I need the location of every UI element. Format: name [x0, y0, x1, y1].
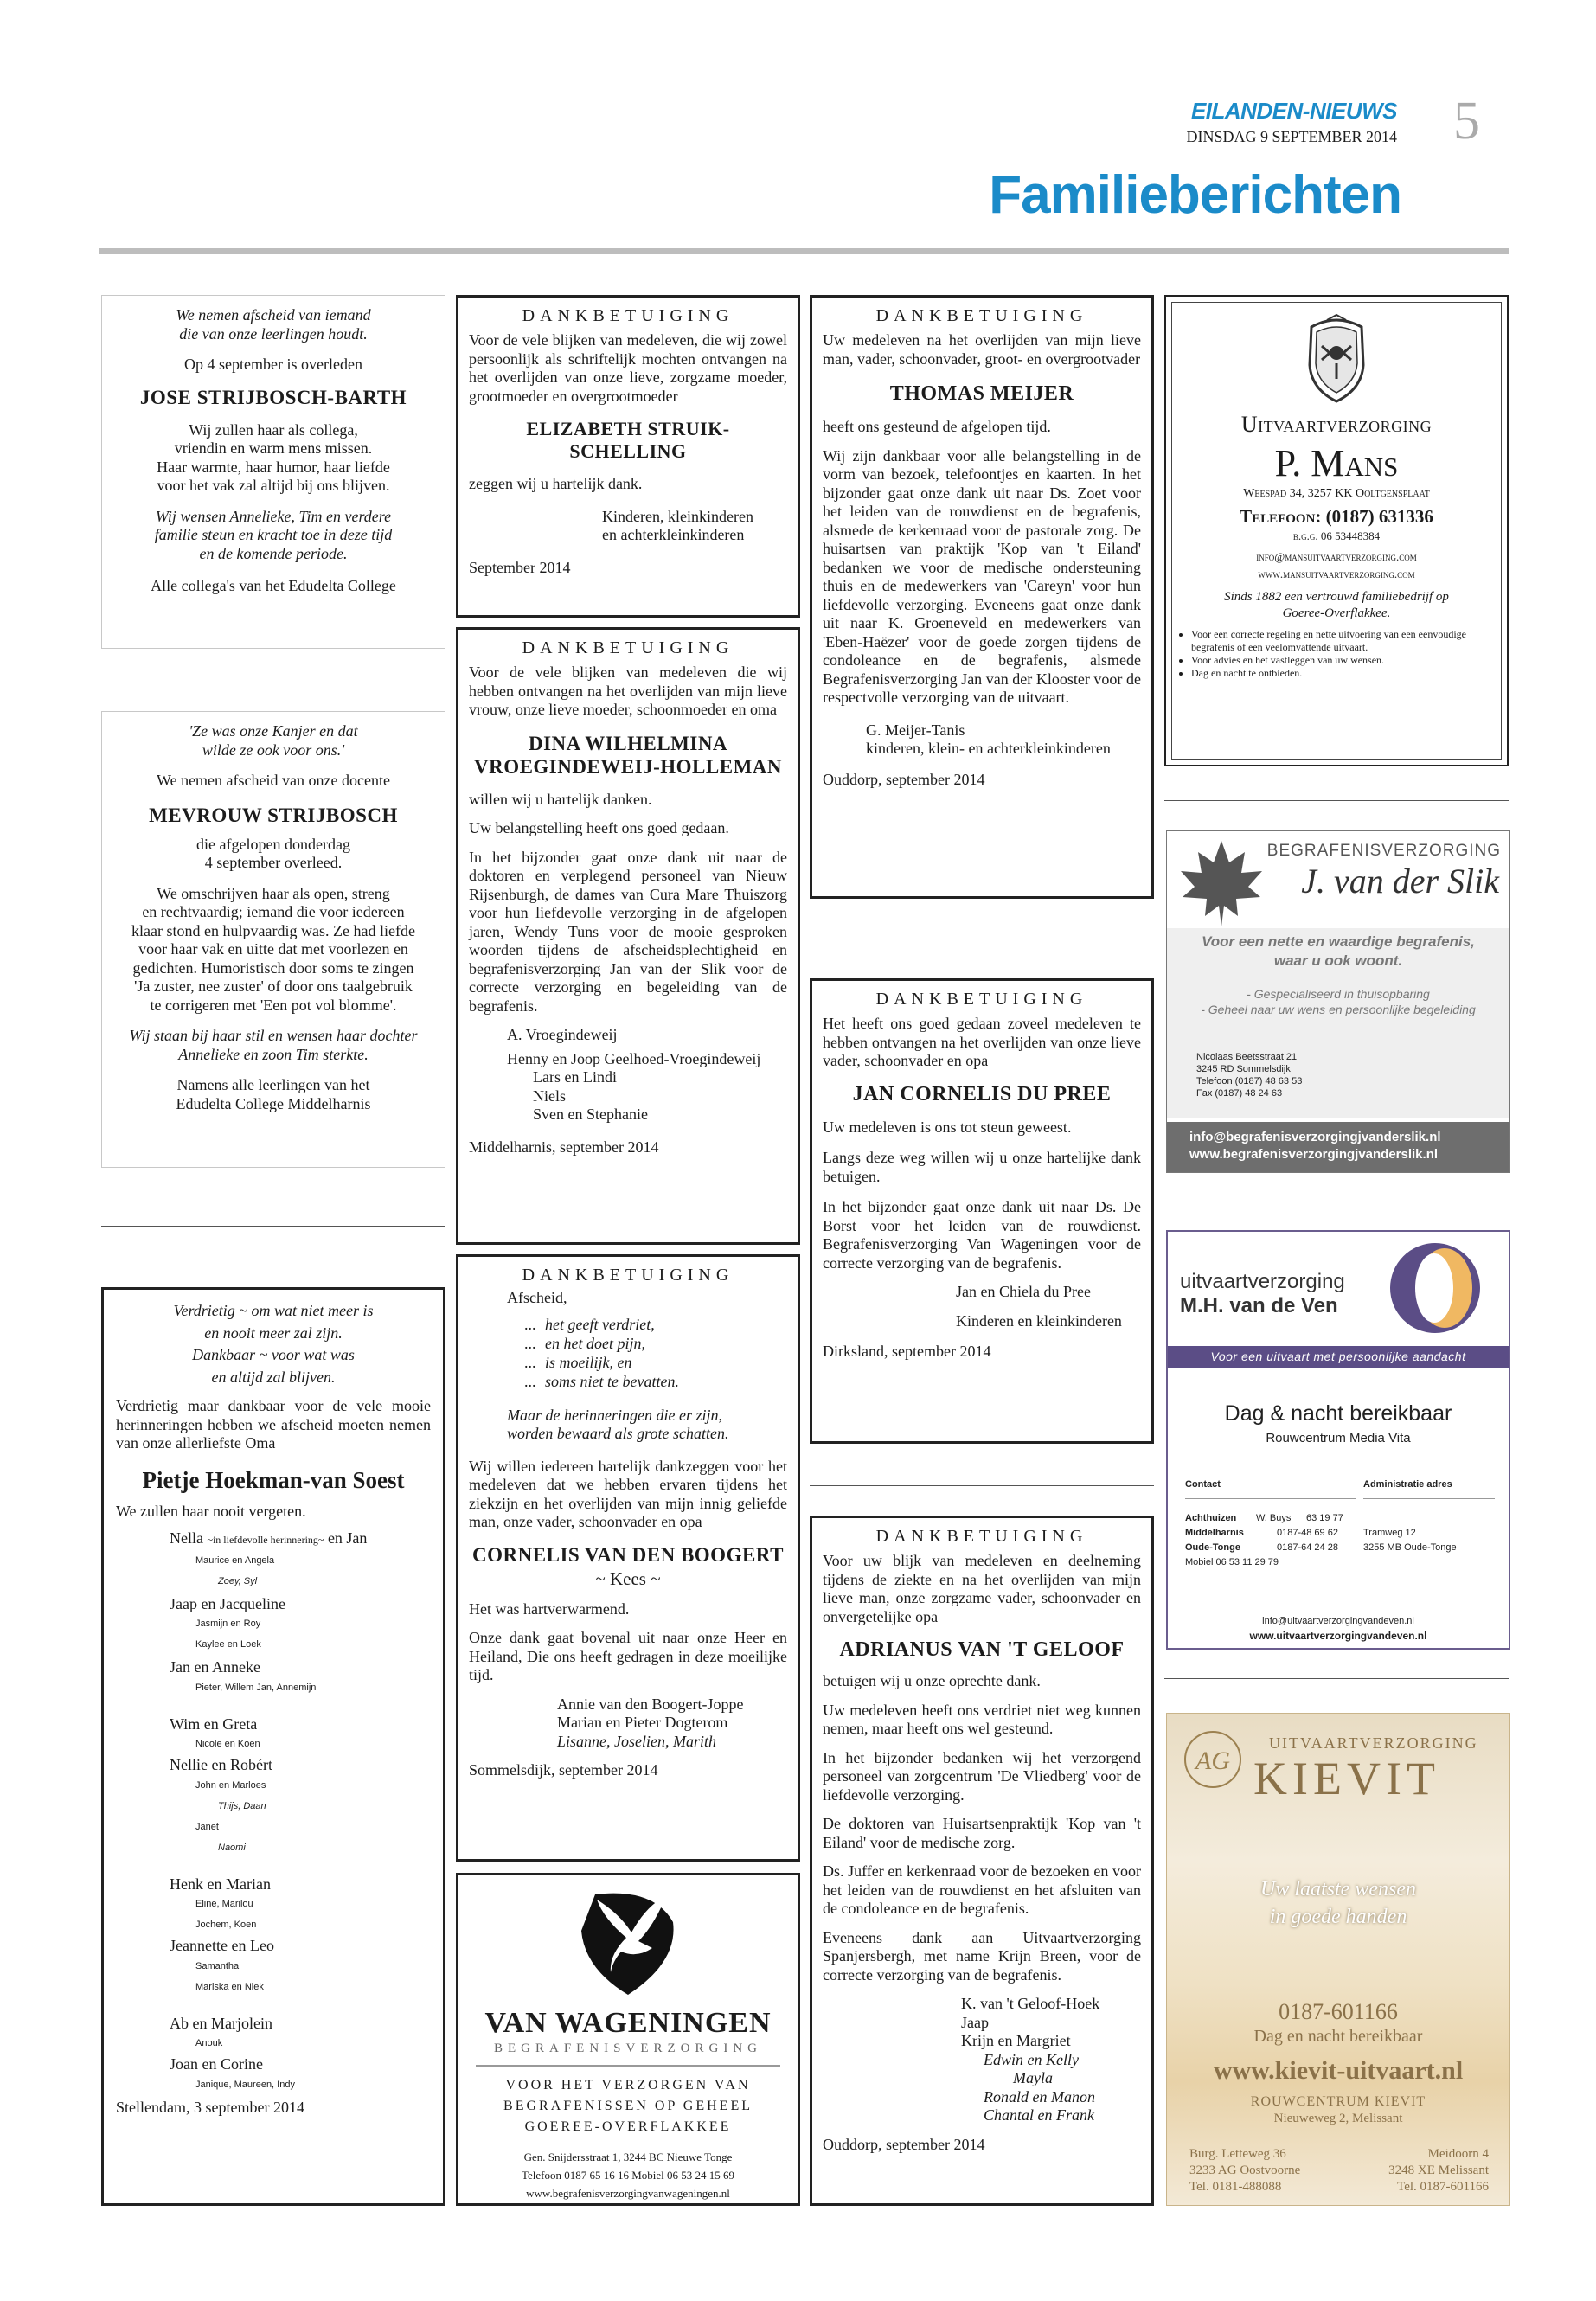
notice-text: Afscheid, [507, 1289, 567, 1306]
notice-text: willen wij u hartelijk danken. [469, 790, 652, 808]
notice-text: voor het vak zal altijd bij ons blijven. [157, 477, 390, 494]
ag-monogram-icon [1183, 1729, 1243, 1790]
page-title: Familieberichten [989, 165, 1401, 225]
signature: kinderen, klein- en achterkleinkinderen [866, 740, 1111, 757]
office-address: 3233 AG Oostvoorne [1189, 2163, 1301, 2177]
poem-line: en altijd zal blijven. [211, 1368, 336, 1386]
office-address: 3248 XE Melissant [1388, 2163, 1489, 2177]
notice-cornelis-van-den-boogert [456, 1254, 800, 1862]
place-date: Sommelsdijk, september 2014 [469, 1761, 658, 1779]
family-member: Jasmijn en Roy [195, 1618, 261, 1629]
place-date: Ouddorp, september 2014 [823, 770, 985, 788]
signature: en achterkleinkinderen [602, 526, 745, 543]
place-date: Stellendam, 3 september 2014 [116, 2098, 304, 2116]
family-member: Joan en Corine [170, 2055, 263, 2073]
notice-text: In het bijzonder gaat onze dank uit naar de doktoren en verplegend personeel van Nieuw Rijsenburgh, de dames van Cura Mare Thuiszorg voor hun liefdevolle verzorging in de afgelopen jaren, Wendy Tuns voor de mooie gesproken woorden tijdens de afscheidsplechtigheid en begrafenisverzorging Jan van der Slik voor de correcte verzorging en begeleiding van de begrafenis. [469, 848, 787, 1015]
notice-text: heeft ons gesteund de afgelopen tijd. [823, 418, 1051, 435]
ad-text: BEGRAFENISSEN OP GEHEEL [503, 2099, 753, 2113]
family-member: Jaap en Jacqueline [170, 1594, 285, 1612]
notice-text: We nemen afscheid van onze docente [157, 772, 390, 789]
family-member: Thijs, Daan [218, 1800, 266, 1811]
deceased-name: JAN CORNELIS DU PREE [852, 1082, 1112, 1106]
notice-text: voor haar vak en uitte dat met voorlezen en [138, 940, 408, 958]
ad-m-h-van-de-ven [1166, 1230, 1510, 1650]
contact-phone: 0187-64 24 28 [1277, 1542, 1338, 1553]
notice-text: Annelieke en zoon Tim sterkte. [178, 1045, 369, 1063]
deceased-name: Pietje Hoekman-van Soest [142, 1466, 405, 1493]
notice-adrianus-van-t-geloof [810, 1516, 1154, 2206]
notice-text: Langs deze weg willen wij u onze hartelijke dank betuigen. [823, 1149, 1141, 1185]
contact-row [1185, 1526, 1356, 1541]
poem-line: Dankbaar ~ voor wat was [192, 1346, 355, 1363]
contact-phone: 63 19 77 [1306, 1513, 1343, 1523]
notice-text: Voor de vele blijken van medeleven die wij hebben ontvangen na het overlijden van mijn lieve vrouw, onze lieve moeder, schoonmoeder en oma [469, 663, 787, 718]
address: Weespad 34, 3257 KK Ooltgensplaat [1243, 487, 1430, 500]
office-address: Meidoorn 4 [1427, 2147, 1489, 2161]
notice-text: Wij wensen Annelieke, Tim en verdere [155, 507, 392, 525]
intro-line: die van onze leerlingen houdt. [179, 324, 368, 343]
notice-text: De doktoren van Huisartsenpraktijk 'Kop van 't Eiland' voor de medische zorg. [823, 1815, 1141, 1851]
phone-alt: b.g.g. 06 53448384 [1292, 529, 1381, 542]
notice-text: en de komende periode. [199, 544, 348, 562]
notice-text: 'Ja zuster, nee zuster' of door ons taalgebruik [134, 977, 413, 995]
notice-text: Uw medeleven is ons tot steun geweest. [823, 1118, 1072, 1136]
ven-logo-icon [1388, 1240, 1483, 1336]
notice-text: zeggen wij u hartelijk dank. [469, 475, 643, 492]
poem-line: worden bewaard als grote schatten. [507, 1425, 729, 1442]
notice-pietje-hoekman [101, 1287, 445, 2206]
company-subtitle: BEGRAFENISVERZORGING [493, 2041, 762, 2055]
family-member: Nella [170, 1529, 203, 1547]
deceased-name: CORNELIS VAN DEN BOOGERT [472, 1543, 784, 1566]
company-title: BEGRAFENISVERZORGING [1266, 842, 1501, 860]
family-member: Anouk [195, 2038, 223, 2048]
column-divider [1164, 1678, 1509, 1679]
signature: Kinderen, kleinkinderen [602, 507, 753, 525]
notice-text: Het heeft ons goed gedaan zoveel medeleven te hebben ontvangen na het overlijden van onze lieve vader, schoonvader en opa [823, 1015, 1141, 1069]
family-member: Nicole en Koen [195, 1739, 260, 1749]
family-member: Kaylee en Loek [195, 1639, 261, 1650]
notice-text: Voor uw blijk van medeleven en deelneming tijdens de ziekte en na het overlijden van mijn lieve man, onze zorgzame vader, schoonvader en onvergetelijke opa [823, 1552, 1141, 1625]
deceased-name: THOMAS MEIJER [889, 382, 1074, 405]
notice-header: DANKBETUIGING [522, 306, 734, 325]
deceased-name: ELIZABETH STRUIK-SCHELLING [526, 418, 730, 462]
ad-van-wageningen [456, 1873, 800, 2206]
place-date: Dirksland, september 2014 [823, 1343, 991, 1360]
company-name: VAN WAGENINGEN [484, 2007, 772, 2039]
notice-text: Op 4 september is overleden [184, 356, 362, 373]
family-member: John en Marloes [195, 1779, 266, 1791]
contact-person: W. Buys [1256, 1513, 1292, 1523]
ellipsis: ... [524, 1353, 536, 1371]
poem-line: Verdrietig ~ om wat niet meer is [173, 1302, 374, 1319]
maple-leaf-icon [1174, 836, 1269, 932]
notice-text: vriendin en warm mens missen. [174, 439, 373, 457]
family-line [170, 1529, 431, 1550]
ellipsis: ... [524, 1334, 536, 1352]
notice-header: DANKBETUIGING [875, 306, 1088, 325]
company-title: Uitvaartverzorging [1240, 412, 1433, 437]
contact-place: Oude-Tonge [1185, 1542, 1240, 1553]
office-phone: Tel. 0187-601166 [1397, 2180, 1489, 2194]
family-member: Maurice en Angela [195, 1554, 275, 1566]
notice-text: gedichten. Humoristisch door soms te zingen [132, 958, 414, 977]
signature: Namens alle leerlingen van het [176, 1076, 370, 1093]
family-member: Mariska en Niek [195, 1981, 264, 1992]
notice-header: DANKBETUIGING [522, 638, 734, 657]
family-member: Janet [195, 1821, 219, 1832]
coat-of-arms-icon [1303, 313, 1370, 403]
notice-text: 4 september overleed. [204, 854, 343, 871]
deceased-name: VROEGINDEWEIJ-HOLLEMAN [473, 755, 783, 778]
ad-p-mans [1164, 295, 1509, 766]
notice-text: In het bijzonder bedanken wij het verzorgend personeel van zorgcentrum 'De Vliedberg' voor de liefdevolle verzorging. [823, 1748, 1141, 1804]
website-link[interactable]: www.begrafenisverzorgingvanwageningen.nl [526, 2187, 730, 2200]
family-member: Henk en Marian [170, 1875, 271, 1893]
slogan: Sinds 1882 een vertrouwd familiebedrijf op [1224, 590, 1449, 604]
ad-j-van-der-slik [1166, 830, 1510, 1173]
slogan: Goeree-Overflakkee. [1282, 606, 1391, 620]
office-phone: Tel. 0181-488088 [1189, 2180, 1282, 2194]
deceased-name: DINA WILHELMINA [528, 732, 728, 754]
notice-text: en rechtvaardig; iemand die voor iedereen [142, 903, 405, 920]
office-address: Burg. Letteweg 36 [1189, 2147, 1286, 2161]
slogan: Voor een uitvaart met persoonlijke aandacht [1210, 1349, 1466, 1363]
email-link[interactable]: info@mansuitvaartverzorging.com [1256, 550, 1417, 563]
notice-thomas-meijer [810, 295, 1154, 899]
admin-address: 3255 MB Oude-Tonge [1363, 1542, 1457, 1553]
signature: Mayla [1013, 2069, 1053, 2086]
availability: Dag en nacht bereikbaar [1253, 2027, 1423, 2046]
column-divider [1164, 800, 1509, 801]
place-date: September 2014 [469, 558, 571, 576]
poem-line [524, 1353, 787, 1372]
signature: Krijn en Margriet [961, 2032, 1071, 2049]
divider [476, 2065, 780, 2067]
notice-text: familie steun en kracht toe in deze tijd [154, 526, 393, 543]
availability: Dag & nacht bereikbaar [1224, 1401, 1452, 1426]
phone: Telefoon 0187 65 16 16 Mobiel 06 53 24 15 69 [521, 2169, 735, 2182]
contact-mobile: Mobiel 06 53 11 29 79 [1185, 1557, 1279, 1567]
notice-text: We zullen haar nooit vergeten. [116, 1502, 306, 1520]
family-member: Samantha [195, 1960, 240, 1971]
family-member: Janique, Maureen, Indy [195, 2079, 295, 2090]
masthead-logo: EILANDEN-NIEUWS [1190, 98, 1397, 124]
address: Gen. Snijdersstraat 1, 3244 BC Nieuwe Tonge [523, 2150, 733, 2163]
email-link[interactable]: info@uitvaartverzorgingvandeven.nl [1262, 1616, 1414, 1626]
notice-text: We omschrijven haar als open, streng [157, 884, 390, 902]
notice-elizabeth-struik [456, 295, 800, 618]
phone: 0187-601166 [1279, 1999, 1398, 2024]
notice-text: Uw medeleven na het overlijden van mijn lieve man, vader, schoonvader, groot- en overgrootvader [823, 331, 1141, 368]
website-link[interactable]: www.kievit-uitvaart.nl [1213, 2056, 1464, 2085]
fax: Fax (0187) 48 24 63 [1196, 1088, 1283, 1099]
poem-line [524, 1372, 787, 1391]
poem-text: is moeilijk, en [545, 1353, 632, 1371]
website-link[interactable]: www.begrafenisverzorgingjvanderslik.nl [1189, 1147, 1439, 1162]
contact-row [1185, 1511, 1356, 1526]
contact-phone: 0187-48 69 62 [1277, 1528, 1338, 1538]
slogan: waar u ook woont. [1273, 952, 1403, 969]
company-name: P. Mans [1274, 442, 1399, 484]
deceased-name: JOSE STRIJBOSCH-BARTH [139, 386, 407, 408]
quote: wilde ze ook voor ons.' [202, 740, 345, 759]
family-member: Nellie en Robért [170, 1756, 272, 1773]
family-member: Jeannette en Leo [170, 1937, 274, 1954]
notice-text: In het bijzonder gaat onze dank uit naar Ds. De Borst voor het leiden van de rouwdienst. Begrafenisverzorging Van Wageningen voor de correcte verzorging van de begrafenis. [823, 1198, 1141, 1272]
poem-line: en nooit meer zal zijn. [204, 1324, 343, 1342]
family-member: Jan en Anneke [170, 1658, 260, 1676]
signature: Jaap [961, 2013, 989, 2031]
notice-text: Haar warmte, haar humor, haar liefde [157, 458, 390, 476]
signature: Chantal en Frank [984, 2106, 1094, 2124]
signature: G. Meijer-Tanis [866, 721, 965, 739]
mortuary-address: Nieuweweg 2, Melissant [1273, 2112, 1403, 2125]
notice-text: die afgelopen donderdag [196, 835, 350, 853]
signature: Annie van den Boogert-Joppe [557, 1695, 744, 1713]
contact-bar [1167, 1122, 1509, 1173]
family-member: Pieter, Willem Jan, Annemijn [195, 1682, 317, 1693]
poem-text: en het doet pijn, [545, 1334, 645, 1352]
poem-line [524, 1334, 787, 1353]
signature: A. Vroegindeweij [507, 1026, 618, 1043]
signature: Marian en Pieter Dogterom [557, 1714, 728, 1731]
signature: Ronald en Manon [984, 2087, 1095, 2106]
phone: Telefoon (0187) 48 63 53 [1196, 1076, 1303, 1086]
place-date: Middelharnis, september 2014 [469, 1138, 659, 1156]
family-member: Ab en Marjolein [170, 2014, 272, 2032]
notice-text: Verdrietig maar dankbaar voor de vele mooie herinneringen hebben we afscheid moeten nemen van onze allerliefste Oma [116, 1397, 431, 1452]
admin-address: Tramweg 12 [1363, 1528, 1416, 1538]
address: 3245 RD Sommelsdijk [1196, 1064, 1291, 1074]
notice-header: DANKBETUIGING [522, 1266, 734, 1285]
signature: Sven en Stephanie [533, 1106, 648, 1123]
signature: Niels [533, 1086, 566, 1105]
mortuary-name: Rouwcentrum Media Vita [1266, 1431, 1411, 1445]
header-rule [99, 248, 1509, 254]
service-bullet: • Voor een correcte regeling en nette uitvoering van een eenvoudige begrafenis of een veelomvattende uitvaart. [1191, 628, 1492, 654]
deceased-name: ADRIANUS VAN 'T GELOOF [839, 1638, 1125, 1661]
company-name: M.H. van de Ven [1180, 1294, 1338, 1317]
notice-text: Wij staan bij haar stil en wensen haar dochter [129, 1027, 418, 1044]
family-member: Naomi [218, 1842, 246, 1853]
address: Nicolaas Beetsstraat 21 [1196, 1052, 1298, 1062]
dove-logo-icon [576, 1888, 680, 2000]
signature: Henny en Joop Geelhoed-Vroegindeweij [507, 1049, 761, 1067]
contact-header: Contact [1185, 1479, 1356, 1499]
website-link[interactable]: www.uitvaartverzorgingvandeven.nl [1249, 1630, 1427, 1642]
admin-header: Administratie adres [1363, 1479, 1495, 1499]
mortuary-name: ROUWCENTRUM KIEVIT [1250, 2094, 1426, 2109]
quote: 'Ze was onze Kanjer en dat [189, 722, 358, 740]
signature: Edwin en Kelly [984, 2050, 1079, 2068]
deceased-name: MEVROUW STRIJBOSCH [149, 804, 398, 826]
notice-text: Het was hartverwarmend. [469, 1599, 630, 1618]
contact-place: Achthuizen [1185, 1513, 1237, 1523]
notice-text: Wij zijn dankbaar voor alle belangstelling in de vorm van bezoek, telefoontjes en kaarten. In het bijzonder gaat onze dank uit naar Ds. Zoet voor het leiden van de rouwdienst en de begrafenis, alsmede de kerkenraad voor de pastorale zorg. De huisartsen van praktijk 'Kop van 't Eiland' bedanken we voor de medische ondersteuning thuis en de medewerkers van 'Careyn' voor hun liefdevolle verzorging. Eveneens gaat onze dank uit naar K. Groeneveld en medewerkers van 'Eben-Haëzer' voor de goede zorgen tijdens de condoleance en de begrafenis, alsmede Begrafenisverzorging Jan van der Klooster voor de respectvolle verzorging van de uitvaart. [823, 446, 1141, 706]
signature: Jan en Chiela du Pree [956, 1283, 1091, 1300]
company-name: KIEVIT [1253, 1753, 1440, 1804]
notice-text: Ds. Juffer en kerkenraad voor de bezoeken en voor het leiden van de rouwdienst en het afsluiten van de condoleance en de begrafenis. [823, 1862, 1141, 1917]
signature: Lars en Lindi [533, 1068, 617, 1086]
company-title: uitvaartverzorging [1180, 1270, 1345, 1293]
family-member: Jochem, Koen [195, 1920, 257, 1930]
issue-date: DINSDAG 9 SEPTEMBER 2014 [1186, 128, 1397, 145]
ad-text: GOEREE-OVERFLAKKEE [524, 2119, 732, 2134]
company-title: UITVAARTVERZORGING [1269, 1734, 1478, 1752]
signature: Lisanne, Joselien, Marith [557, 1732, 716, 1750]
signature: Kinderen en kleinkinderen [956, 1311, 1122, 1330]
notice-text: Wij zullen haar als collega, [189, 420, 358, 439]
specialty: - Geheel naar uw wens en persoonlijke begeleiding [1201, 1003, 1476, 1016]
deceased-nickname: ~ Kees ~ [595, 1567, 661, 1589]
poem-text: soms niet te bevatten. [545, 1372, 679, 1390]
notice-text: Eveneens dank aan Uitvaartverzorging Spanjersbergh, met name Krijn Breen, voor de correcte verzorging van de begrafenis. [823, 1928, 1141, 1984]
notice-text: Onze dank gaat bovenal uit naar onze Heer en Heiland, Die ons heeft gedragen in deze moeilijke tijd. [469, 1629, 787, 1683]
poem-text: het geeft verdriet, [545, 1315, 655, 1333]
column-divider [101, 1226, 445, 1227]
family-member: Wim en Greta [170, 1715, 258, 1733]
poem-line [524, 1315, 787, 1334]
intro-line: We nemen afscheid van iemand [176, 306, 371, 324]
service-bullet: • Voor advies en het vastleggen van uw wensen. [1191, 654, 1492, 667]
notice-text: betuigen wij u onze oprechte dank. [823, 1672, 1041, 1689]
notice-text: Wij willen iedereen hartelijk dankzeggen voor het medeleven dat we hebben ervaren tijdens het ziekzijn en het overlijden van mijn innig geliefde man, onze vader, schoonvader en opa [469, 1457, 787, 1530]
notice-text: Uw medeleven heeft ons verdriet niet weg kunnen nemen, maar heeft ons wel gesteund. [823, 1701, 1141, 1737]
notice-text: Uw belangstelling heeft ons goed gedaan. [469, 819, 729, 836]
place-date: Ouddorp, september 2014 [823, 2135, 985, 2153]
column-divider [810, 1485, 1154, 1486]
slogan: in goede handen [1269, 1906, 1407, 1928]
ellipsis: ... [524, 1315, 536, 1333]
notice-jose-strijbosch [101, 295, 445, 649]
poem-line: Maar de herinneringen die er zijn, [507, 1406, 722, 1424]
slogan: Voor een nette en waardige begrafenis, [1202, 933, 1475, 950]
ad-text: VOOR HET VERZORGEN VAN [505, 2078, 751, 2093]
notice-text: Voor de vele blijken van medeleven, die wij zowel persoonlijk als schriftelijk mochten ontvangen na het overlijden van onze lieve, zorgzame moeder, grootmoeder en overgrootmoeder [469, 331, 787, 405]
contact-row [1185, 1541, 1356, 1555]
family-member: en Jan [327, 1529, 368, 1547]
monogram-text: AG [1195, 1747, 1230, 1775]
specialty: - Gespecialiseerd in thuisopbaring [1247, 987, 1430, 1001]
slogan: Uw laatste wensen [1260, 1878, 1416, 1900]
notice-jan-cornelis-du-pree [810, 978, 1154, 1444]
notice-dina-vroegindeweij [456, 627, 800, 1245]
page-number: 5 [1453, 92, 1480, 151]
notice-mevrouw-strijbosch [101, 711, 445, 1168]
contact-place: Middelharnis [1185, 1528, 1244, 1538]
family-member: Zoey, Syl [218, 1575, 258, 1586]
service-bullet: • Dag en nacht te ontbieden. [1191, 667, 1492, 680]
signature: K. van 't Geloof-Hoek [961, 1995, 1100, 2012]
signature: Edudelta College Middelharnis [176, 1094, 371, 1112]
signature: Alle collega's van het Edudelta College [151, 577, 396, 594]
ad-kievit [1166, 1713, 1510, 2206]
family-member-note: ~in liefdevolle herinnering~ [207, 1534, 324, 1546]
website-link[interactable]: www.mansuitvaartverzorging.com [1258, 567, 1415, 580]
notice-text: klaar stond en hulpvaardig was. Ze had liefde [131, 921, 415, 939]
email-link[interactable]: info@begrafenisverzorgingjvanderslik.nl [1189, 1130, 1441, 1144]
notice-header: DANKBETUIGING [875, 1527, 1088, 1546]
notice-header: DANKBETUIGING [875, 990, 1088, 1009]
company-name: J. van der Slik [1301, 862, 1499, 901]
family-member: Eline, Marilou [195, 1899, 253, 1909]
notice-text: te corrigeren met 'Een pot vol blomme'. [150, 996, 397, 1014]
slogan-bar [1168, 1346, 1509, 1368]
ellipsis: ... [524, 1372, 536, 1390]
phone: Telefoon: (0187) 631336 [1240, 506, 1433, 527]
